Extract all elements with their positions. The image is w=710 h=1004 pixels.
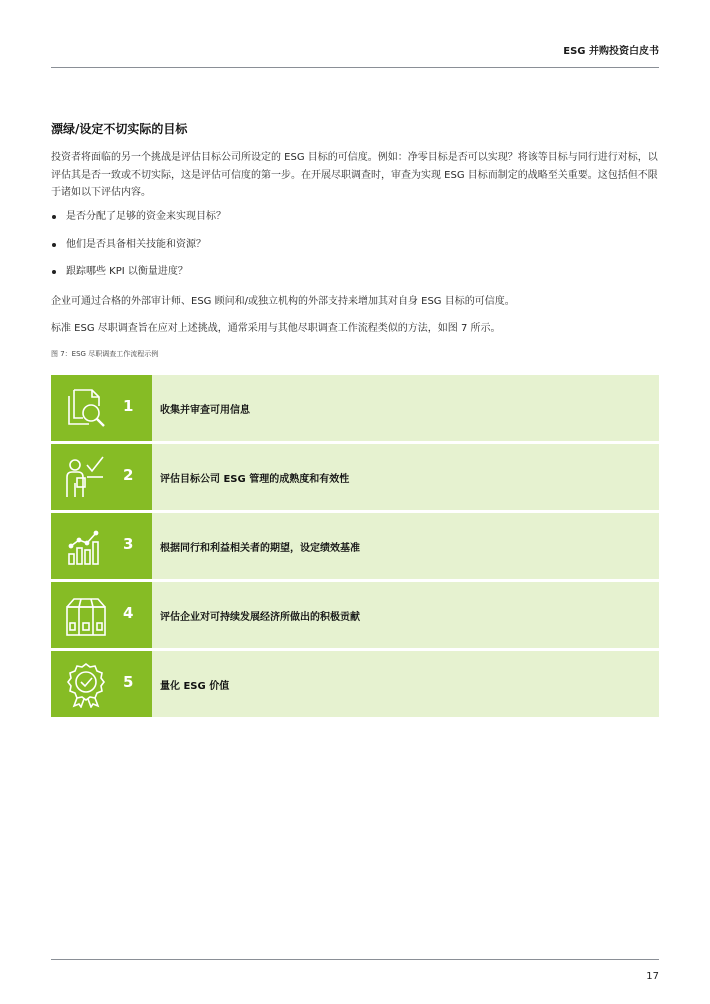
page-number: 17 <box>646 971 659 982</box>
step-label: 评估企业对可持续发展经济所做出的积极贡献 <box>160 611 360 623</box>
step-label: 评估目标公司 ESG 管理的成熟度和有效性 <box>160 473 350 485</box>
document-magnifier-icon <box>63 384 109 432</box>
bullet-dot <box>52 243 56 247</box>
bullet-dot <box>52 270 56 274</box>
step-label-panel <box>152 513 659 579</box>
header-title: ESG 并购投资白皮书 <box>563 46 659 57</box>
step-icon-panel <box>51 651 152 717</box>
step-icon-panel <box>51 444 152 510</box>
step-label-panel <box>152 375 659 441</box>
step-number: 4 <box>123 604 134 622</box>
workflow-step-3 <box>51 513 659 579</box>
person-checklist-icon <box>63 453 109 501</box>
header-rule <box>51 67 659 68</box>
bullet-text: 是否分配了足够的资金来实现目标？ <box>66 211 226 222</box>
award-badge-icon <box>63 660 109 708</box>
bar-chart-growth-icon <box>63 522 109 570</box>
bullet-text: 他们是否具备相关技能和资源？ <box>66 238 206 250</box>
step-number: 5 <box>123 673 134 691</box>
bullet-dot <box>52 215 56 219</box>
workflow-step-1 <box>51 375 659 441</box>
building-icon <box>63 591 109 639</box>
section-title: 漂绿/设定不切实际的目标 <box>51 122 188 136</box>
step-label: 量化 ESG 价值 <box>160 680 230 692</box>
list-item <box>51 265 226 293</box>
approach-paragraph: 标准 ESG 尽职调查旨在应对上述挑战，通常采用与其他尽职调查工作流程类似的方法，如图 7 所示。 <box>51 323 501 334</box>
bullet-list <box>51 210 226 293</box>
step-icon-panel <box>51 513 152 579</box>
figure-caption: 图 7：ESG 尽职调查工作流程示例 <box>51 350 159 358</box>
step-number: 2 <box>123 466 134 484</box>
workflow-diagram <box>51 375 659 720</box>
step-label: 根据同行和利益相关者的期望，设定绩效基准 <box>160 542 360 554</box>
workflow-step-5 <box>51 651 659 717</box>
footer-rule <box>51 959 659 960</box>
list-item <box>51 210 226 238</box>
workflow-step-2 <box>51 444 659 510</box>
bullet-text: 跟踪哪些 KPI 以衡量进度？ <box>66 266 188 277</box>
step-icon-panel <box>51 582 152 648</box>
step-label-panel <box>152 651 659 717</box>
step-label: 收集并审查可用信息 <box>160 404 250 416</box>
step-number: 1 <box>123 397 134 415</box>
step-label-panel <box>152 582 659 648</box>
support-paragraph: 企业可通过合格的外部审计师、ESG 顾问和/或独立机构的外部支持来增加其对自身 ESG 目标的可信度。 <box>51 296 515 307</box>
list-item <box>51 238 226 266</box>
step-icon-panel <box>51 375 152 441</box>
step-label-panel <box>152 444 659 510</box>
workflow-step-4 <box>51 582 659 648</box>
step-number: 3 <box>123 535 134 553</box>
intro-paragraph: 投资者将面临的另一个挑战是评估目标公司所设定的 ESG 目标的可信度。例如：净零目标是否可以实现？将该等目标与同行进行对标，以评估其是否一致或不切实际，这是评估可信度的第一步。在开展尽职调查时，审查为实现 ESG 目标而制定的战略至关重要。这包括但不限于诸如以下评估内容。 <box>51 152 658 198</box>
